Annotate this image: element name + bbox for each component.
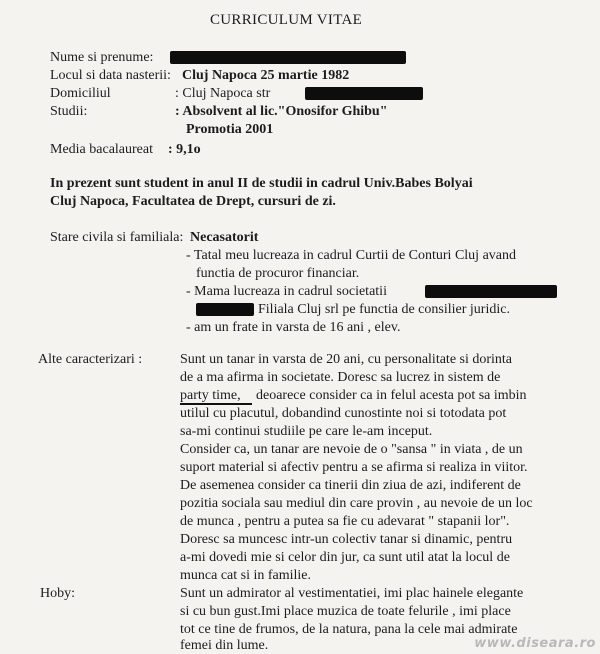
other-line: utilul cu placutul, dobandind cunostinte noi si totodata pot xyxy=(180,406,507,421)
other-line: De asemenea consider ca tinerii din ziua de azi, indiferent de xyxy=(180,478,521,493)
civil-line: functia de procuror financiar. xyxy=(196,266,360,281)
studies-promo: Promotia 2001 xyxy=(186,122,274,137)
other-line: Consider ca, un tanar are nevoie de o "sansa " in viata , de un xyxy=(180,442,523,457)
domicile-value: : Cluj Napoca str xyxy=(175,86,271,101)
civil-line: - Mama lucreaza in cadrul societatii xyxy=(186,284,387,299)
party-time-text: party time, xyxy=(180,388,241,403)
hobby-line: femei din lume. xyxy=(180,638,269,653)
other-line: munca cat si in familie. xyxy=(180,568,312,583)
name-label: Nume si prenume: xyxy=(50,50,154,65)
other-line: pozitia sociala sau mediul din care provin , au nevoie de un loc xyxy=(180,496,533,511)
hobby-label: Hoby: xyxy=(40,586,75,601)
intro-line-2: Cluj Napoca, Facultatea de Drept, cursuri de zi. xyxy=(50,194,336,209)
other-line: de munca , pentru a putea sa fie cu adevarat " stapanii lor". xyxy=(180,514,510,529)
domicile-label: Domiciliul xyxy=(50,86,111,101)
hobby-line: tot ce tine de frumos, de la natura, pana la cele mai admirate xyxy=(180,622,518,637)
other-line: de a ma afirma in societate. Doresc sa lucrez in sistem de xyxy=(180,370,501,385)
other-line: a-mi dovedi mie si celor din jur, ca sunt util atat la locul de xyxy=(180,550,510,565)
name-redaction xyxy=(170,51,406,64)
other-line: Doresc sa muncesc intr-un colectiv tanar si dinamic, pentru xyxy=(180,532,513,547)
bac-value: : 9,1o xyxy=(168,142,201,157)
other-line: deoarece consider ca in felul acesta pot sa imbin xyxy=(256,388,527,403)
birth-value: Cluj Napoca 25 martie 1982 xyxy=(182,68,350,83)
party-time-underline xyxy=(180,403,252,405)
studies-label: Studii: xyxy=(50,104,88,119)
birth-label: Locul si data nasterii: xyxy=(50,68,171,83)
other-line: Sunt un tanar in varsta de 20 ani, cu personalitate si dorinta xyxy=(180,352,513,367)
watermark: www.diseara.ro xyxy=(474,636,596,651)
other-label: Alte caracterizari : xyxy=(38,352,143,367)
civil-line: - Tatal meu lucreaza in cadrul Curtii de Conturi Cluj avand xyxy=(186,248,516,263)
other-line: sa-mi continui studiile pe care le-am inceput. xyxy=(180,424,433,439)
civil-value: Necasatorit xyxy=(190,230,259,245)
intro-line-1: In prezent sunt student in anul II de studii in cadrul Univ.Babes Bolyai xyxy=(50,176,473,191)
company-redaction-2 xyxy=(196,303,254,316)
studies-value: : Absolvent al lic."Onosifor Ghibu" xyxy=(175,104,388,119)
address-redaction xyxy=(305,87,423,100)
civil-line: - am un frate in varsta de 16 ani , elev. xyxy=(186,320,401,335)
hobby-line: si cu bun gust.Imi place muzica de toate felurile , imi place xyxy=(180,604,511,619)
company-redaction xyxy=(425,285,557,298)
document-title: CURRICULUM VITAE xyxy=(210,12,363,28)
civil-label: Stare civila si familiala: xyxy=(50,230,184,245)
hobby-line: Sunt un admirator al vestimentatiei, imi plac hainele elegante xyxy=(180,586,524,601)
civil-line: Filiala Cluj srl pe functia de consilier juridic. xyxy=(258,302,510,317)
other-line: suport material si afectiv pentru a se afirma si realiza in viitor. xyxy=(180,460,528,475)
bac-label: Media bacalaureat xyxy=(50,142,153,157)
